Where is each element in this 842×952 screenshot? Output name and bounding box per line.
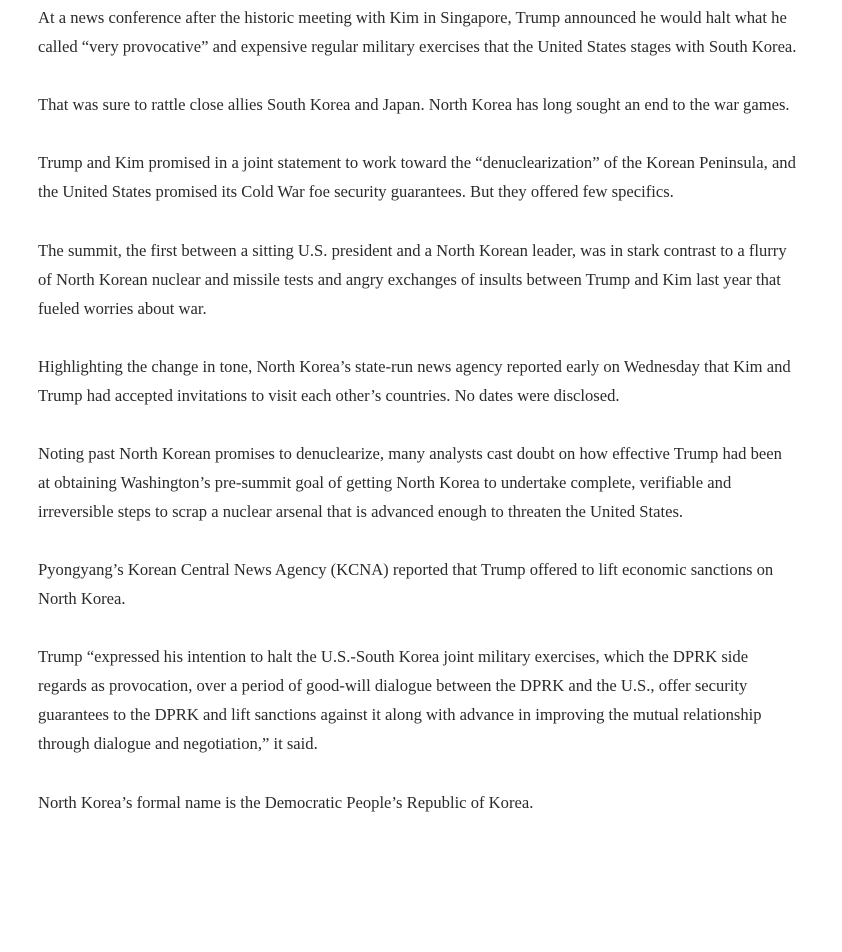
article-paragraph: At a news conference after the historic meeting with Kim in Singapore, Trump announced he would halt what he called “very provocative” and expensive regular military exercises that the United States stages with South Korea. [38,8,797,56]
article-paragraph: The summit, the first between a sitting U.S. president and a North Korean leader, was in stark contrast to a flurry of North Korean nuclear and missile tests and angry exchanges of insults between Trump and Kim last year that fueled worries about war. [38,240,787,318]
article-paragraph: Pyongyang’s Korean Central News Agency (KCNA) reported that Trump offered to lift economic sanctions on North Korea. [38,560,774,609]
article-paragraph: Highlighting the change in tone, North Korea’s state-run news agency reported early on Wednesday that Kim and Trump had accepted invitations to visit each other’s countries. No dates were disclosed. [38,356,791,405]
article-body [38,3,798,846]
article-paragraph: Trump “expressed his intention to halt the U.S.-South Korea joint military exercises, which the DPRK side regards as provocation, over a period of good-will dialogue between the DPRK and the U.S., offer security guarantees to the DPRK and lift sanctions against it along with advance in improving the mutual relationship through dialogue and negotiation,” it said. [38,647,762,754]
article-paragraph: That was sure to rattle close allies South Korea and Japan. North Korea has long sought an end to the war games. [38,95,790,115]
article-paragraph: Noting past North Korean promises to denuclearize, many analysts cast doubt on how effective Trump had been at obtaining Washington’s pre-summit goal of getting North Korea to undertake complete, verifiable and irreversible steps to scrap a nuclear arsenal that is advanced enough to threaten the United States. [38,443,782,521]
article-paragraph: Trump and Kim promised in a joint statement to work toward the “denuclearization” of the Korean Peninsula, and the United States promised its Cold War foe security guarantees. But they offered few specifics. [38,153,796,202]
article-paragraph: North Korea’s formal name is the Democratic People’s Republic of Korea. [38,792,534,812]
